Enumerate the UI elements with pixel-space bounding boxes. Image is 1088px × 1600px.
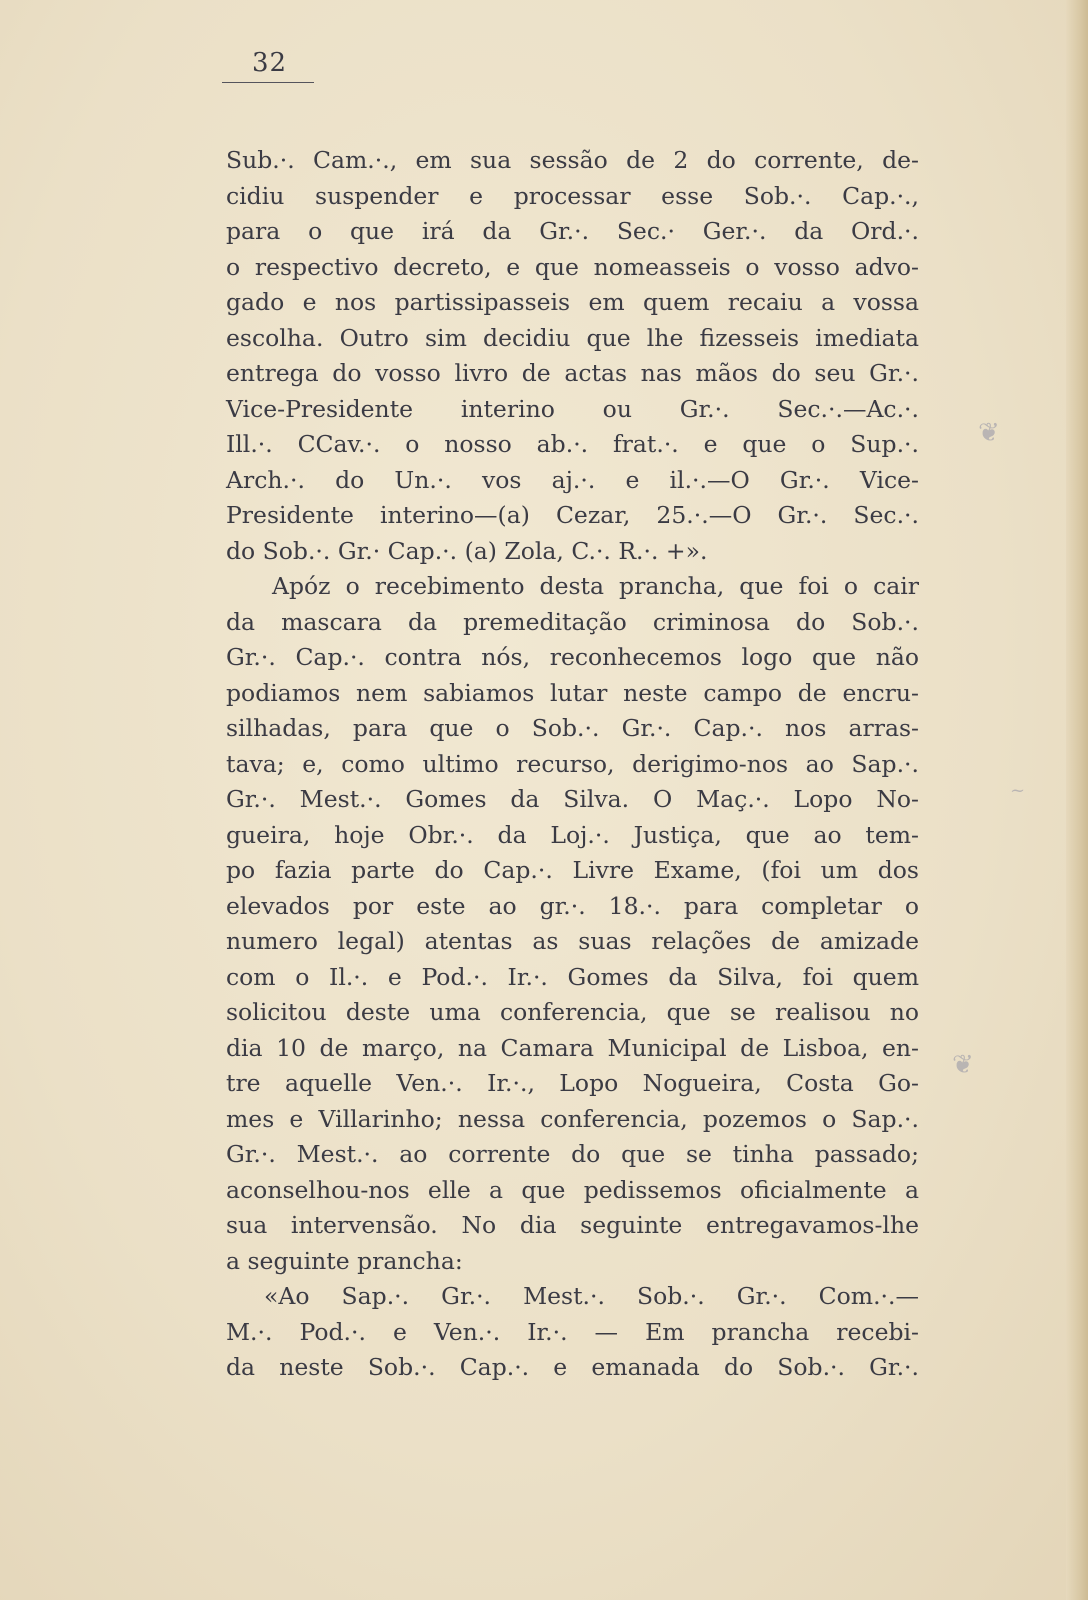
- page-number-rule: [222, 82, 314, 83]
- text-line: Vice-Presidente interino ou Gr.·. Sec.·.—Ac.·.: [226, 394, 919, 423]
- text-line: o respectivo decreto, e que nomeasseis o vosso advo-: [226, 252, 919, 281]
- text-line: elevados por este ao gr.·. 18.·. para completar o: [226, 891, 919, 920]
- page-edge: [1066, 0, 1088, 1600]
- text-line: para o que irá da Gr.·. Sec.· Ger.·. da Ord.·.: [226, 217, 919, 245]
- text-line: mes e Villarinho; nessa conferencia, pozemos o Sap.·.: [226, 1104, 919, 1133]
- text-line: numero legal) atentas as suas relações de amizade: [226, 927, 919, 955]
- text-line: solicitou deste uma conferencia, que se realisou no: [226, 998, 919, 1026]
- body-text: [226, 143, 919, 1386]
- text-line: da mascara da premeditação criminosa do Sob.·.: [226, 607, 919, 636]
- text-line: tava; e, como ultimo recurso, derigimo-nos ao Sap.·.: [226, 749, 919, 778]
- text-line: a seguinte prancha:: [226, 1246, 463, 1275]
- text-line: com o Il.·. e Pod.·. Ir.·. Gomes da Silva, foi quem: [226, 962, 919, 991]
- margin-stain-mark: ❦: [978, 418, 1000, 448]
- text-line: Gr.·. Mest.·. Gomes da Silva. O Maç.·. Lopo No-: [226, 785, 919, 813]
- text-line: cidiu suspender e processar esse Sob.·. Cap.·.,: [226, 181, 919, 210]
- text-line: silhadas, para que o Sob.·. Gr.·. Cap.·. nos arras-: [226, 714, 919, 742]
- text-line: tre aquelle Ven.·. Ir.·., Lopo Nogueira, Costa Go-: [226, 1069, 919, 1097]
- text-line: gueira, hoje Obr.·. da Loj.·. Justiça, que ao tem-: [226, 820, 919, 849]
- text-line: po fazia parte do Cap.·. Livre Exame, (foi um dos: [226, 856, 919, 884]
- text-line: Gr.·. Cap.·. contra nós, reconhecemos logo que não: [226, 643, 919, 671]
- text-line: Apóz o recebimento desta prancha, que foi o cair: [272, 572, 919, 600]
- text-line: Presidente interino—(a) Cezar, 25.·.—O Gr.·. Sec.·.: [226, 501, 919, 529]
- text-line: Gr.·. Mest.·. ao corrente do que se tinha passado;: [226, 1140, 919, 1168]
- text-line: aconselhou-nos elle a que pedissemos oficialmente a: [226, 1175, 919, 1204]
- text-line: dia 10 de março, na Camara Municipal de Lisboa, en-: [226, 1033, 919, 1062]
- margin-stain-mark: ~: [1010, 780, 1026, 801]
- text-line: Ill.·. CCav.·. o nosso ab.·. frat.·. e que o Sup.·.: [226, 430, 919, 458]
- text-line: podiamos nem sabiamos lutar neste campo de encru-: [226, 678, 919, 707]
- text-line: sua intervensão. No dia seguinte entregavamos-lhe: [226, 1211, 919, 1239]
- text-line: M.·. Pod.·. e Ven.·. Ir.·. — Em prancha recebi-: [226, 1317, 919, 1346]
- text-line: gado e nos partissipasseis em quem recaiu a vossa: [226, 288, 919, 316]
- text-line: «Ao Sap.·. Gr.·. Mest.·. Sob.·. Gr.·. Com.·.—: [264, 1282, 919, 1310]
- text-line: escolha. Outro sim decidiu que lhe fizesseis imediata: [226, 323, 919, 352]
- text-line: Sub.·. Cam.·., em sua sessão de 2 do corrente, de-: [226, 146, 919, 174]
- text-line: entrega do vosso livro de actas nas mãos do seu Gr.·.: [226, 359, 919, 387]
- text-line: da neste Sob.·. Cap.·. e emanada do Sob.·. Gr.·.: [226, 1353, 919, 1381]
- text-line: do Sob.·. Gr.· Cap.·. (a) Zola, C.·. R.·. +».: [226, 536, 708, 565]
- text-line: Arch.·. do Un.·. vos aj.·. e il.·.—O Gr.·. Vice-: [226, 465, 919, 494]
- margin-stain-mark: ❦: [952, 1050, 974, 1080]
- page-number: 32: [252, 48, 288, 78]
